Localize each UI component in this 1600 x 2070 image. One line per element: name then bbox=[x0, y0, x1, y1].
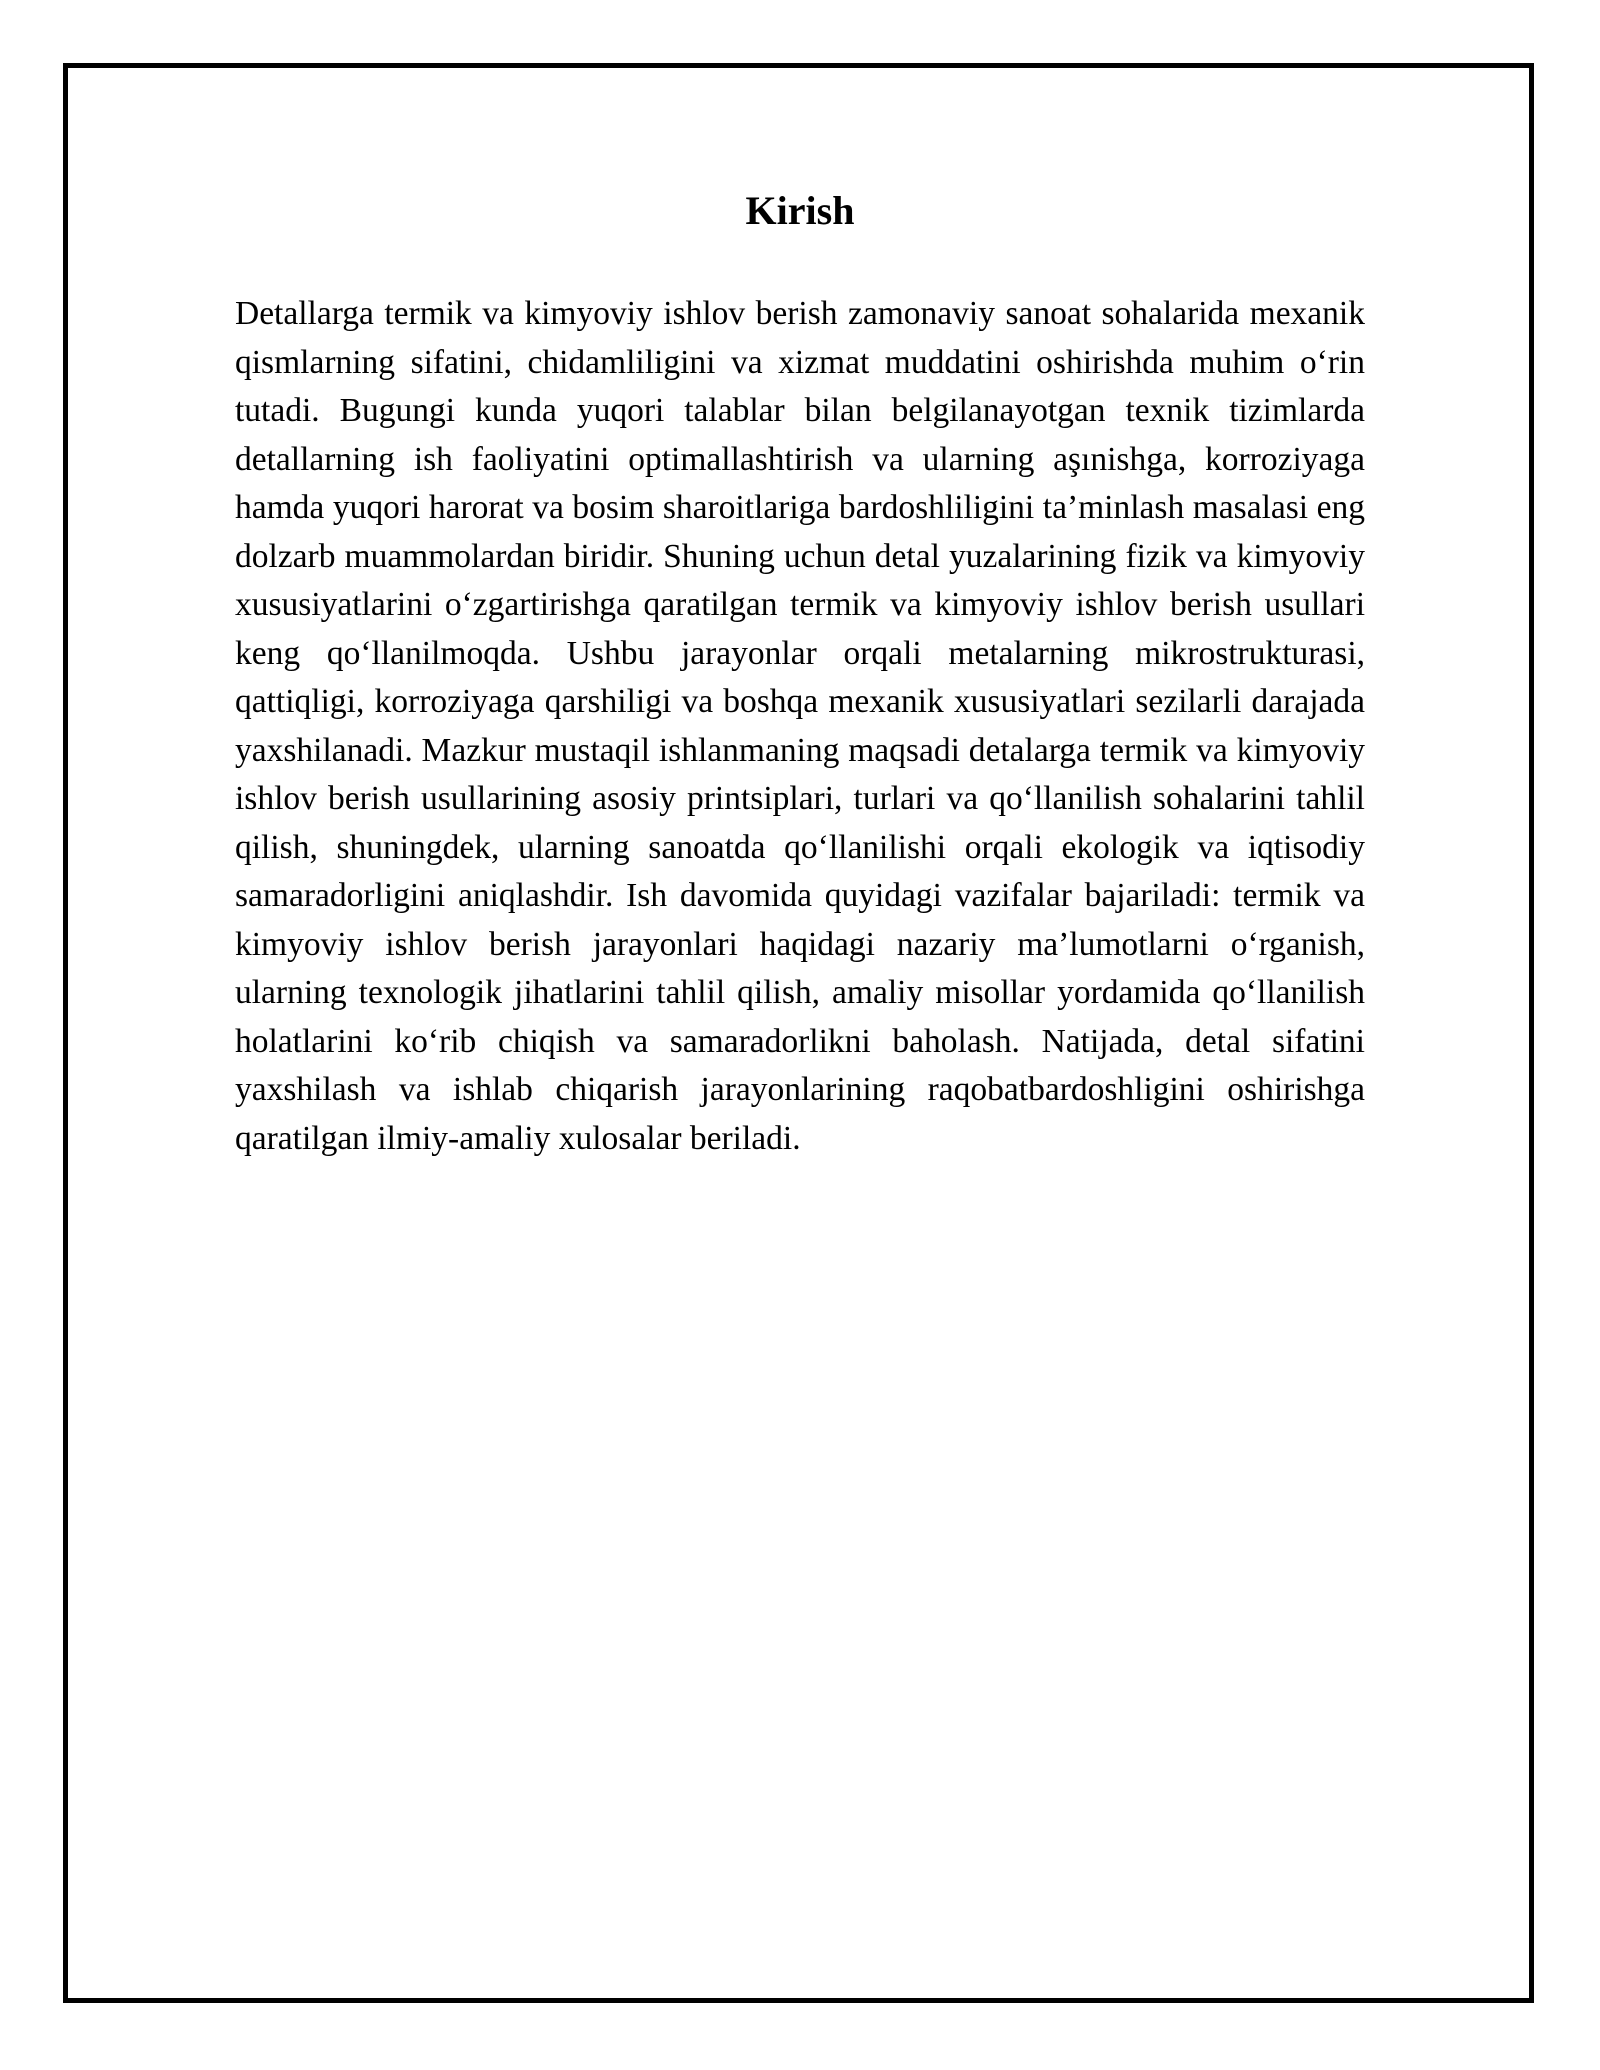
body-paragraph: Detallarga termik va kimyoviy ishlov berish zamonaviy sanoat sohalarida mexanik qismlarning sifatini, chidamliligini va xizmat muddatini oshirishda muhim o‘rin tutadi. Bugungi kunda yuqori talablar bilan belgilanayotgan texnik tizimlarda detallarning ish faoliyatini optimallashtirish va ularning aşınishga, korroziyaga hamda yuqori harorat va bosim sharoitlariga bardoshliligini ta’minlash masalasi eng dolzarb muammolardan biridir. Shuning uchun detal yuzalarining fizik va kimyoviy xususiyatlarini o‘zgartirishga qaratilgan termik va kimyoviy ishlov berish usullari keng qo‘llanilmoqda. Ushbu jarayonlar orqali metalarning mikrostrukturasi, qattiqligi, korroziyaga qarshiligi va boshqa mexanik xususiyatlari sezilarli darajada yaxshilanadi. Mazkur mustaqil ishlanmaning maqsadi detalarga termik va kimyoviy ishlov berish usullarining asosiy printsiplari, turlari va qo‘llanilish sohalarini tahlil qilish, shuningdek, ularning sanoatda qo‘llanilishi orqali ekologik va iqtisodiy samaradorligini aniqlashdir. Ish davomida quyidagi vazifalar bajariladi: termik va kimyoviy ishlov berish jarayonlari haqidagi nazariy ma’lumotlarni o‘rganish, ularning texnologik jihatlarini tahlil qilish, amaliy misollar yordamida qo‘llanilish holatlarini ko‘rib chiqish va samaradorlikni baholash. Natijada, detal sifatini yaxshilash va ishlab chiqarish jarayonlarining raqobatbardoshligini oshirishga qaratilgan ilmiy-amaliy xulosalar beriladi. bbox=[235, 295, 1365, 1157]
page-title: Kirish bbox=[745, 188, 855, 233]
